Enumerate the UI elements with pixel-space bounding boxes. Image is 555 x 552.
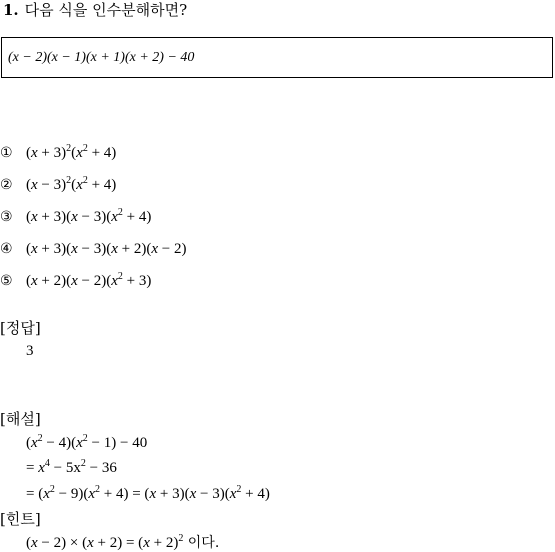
hint-label: [힌트]	[0, 510, 41, 528]
choice-math: $(x - 3)^2(x^2 + 4)$	[26, 175, 117, 193]
hint-math: $(x - 2) \times (x + 2) = (x + 2)^2$	[26, 533, 184, 551]
question-number: 1.	[3, 1, 19, 19]
expression-box	[1, 37, 553, 78]
choice-marker: ①	[0, 145, 13, 161]
answer-label: [정답]	[0, 319, 41, 337]
choice-math: $(x + 3)(x - 3)(x^2 + 4)$	[26, 207, 152, 225]
explanation-line-2: = $x^4 - 5x^2 - 36$	[26, 458, 117, 476]
explanation-line-1: $(x^2 - 4)(x^2 - 1) - 40$	[26, 433, 148, 451]
choice-4[interactable]	[0, 239, 187, 258]
choice-3[interactable]	[0, 207, 151, 226]
hint-line	[26, 532, 219, 552]
choice-1[interactable]	[0, 143, 116, 162]
question-title	[3, 0, 187, 20]
choice-2[interactable]	[0, 175, 116, 194]
answer-value: 3	[26, 343, 34, 359]
choice-math: (x + 3)(x − 3)(x + 2)(x − 2)	[26, 241, 187, 257]
expression-text: (x − 2)(x − 1)(x + 1)(x + 2) − 40	[8, 50, 195, 65]
choice-marker: ③	[0, 209, 13, 225]
choice-marker: ④	[0, 241, 13, 257]
choice-marker: ②	[0, 177, 13, 193]
explanation-label: [해설]	[0, 410, 41, 428]
choice-marker: ⑤	[0, 273, 13, 289]
question-text: 다음 식을 인수분해하면?	[24, 1, 188, 19]
explanation-line-3: = $(x^2 - 9)(x^2 + 4) = (x + 3)(x - 3)(x^2 + 4)$	[26, 484, 270, 502]
choice-math: $(x + 3)^2(x^2 + 4)$	[26, 143, 117, 161]
choice-5[interactable]	[0, 271, 151, 290]
choice-math: $(x + 2)(x - 2)(x^2 + 3)$	[26, 271, 152, 289]
hint-suffix: 이다.	[183, 535, 220, 551]
